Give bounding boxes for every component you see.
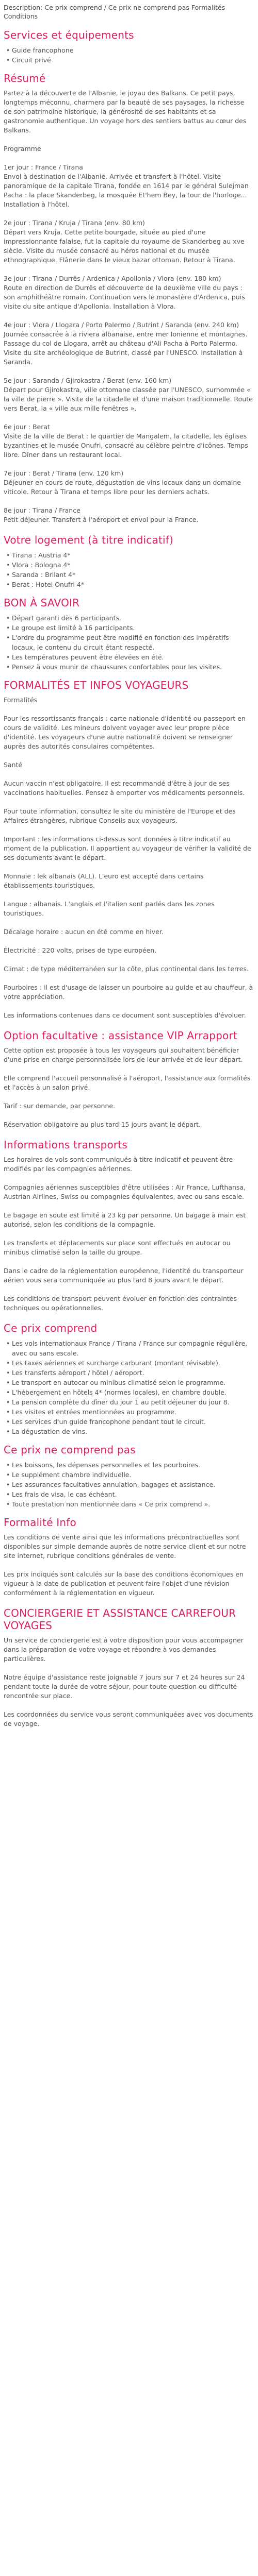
paragraph: Un service de conciergerie est à votre disposition pour vous accompagner dans la préparation de votre voyage et répondre à vos demandes particulières. [4, 1636, 244, 1663]
bullet-icon: • [6, 1428, 10, 1435]
paragraph: Santé [4, 761, 23, 769]
list-item [4, 1407, 254, 1417]
paragraph: Les informations contenues dans ce document sont susceptibles d'évoluer. [4, 1011, 246, 1019]
list-item [4, 613, 254, 623]
list-item-text: Les boissons, les dépenses personnelles et les pourboires. [12, 1461, 201, 1469]
list-item-text: Les transferts aéroport / hôtel / aéroport. [12, 1369, 144, 1377]
program-day: 1er jour : France / Tirana Envol à destination de l'Albanie. Arrivée et transfert à l'hôtel. Visite panoramique de la capitale Tirana, fondée en 1614 par le général Sulejman Pacha : la place Skanderbeg, la mosquée Et'hem Bey, la tour de l'horloge... Installation à l'hôtel. [4, 163, 249, 208]
bullet-icon: • [6, 1398, 10, 1406]
list-item-text: Les vols internationaux France / Tirana / France sur compagnie régulière, avec ou sans escale. [12, 1340, 248, 1357]
paragraph: Pour toute information, consultez le site du ministère de l'Europe et des Affaires étrangères, rubrique Conseils aux voyageurs. [4, 807, 236, 824]
list-item-text: Vlora : Bologna 4* [12, 561, 71, 569]
list-item-text: Les visites et entrées mentionnées au programme. [12, 1408, 176, 1416]
included-list [4, 1338, 254, 1436]
bullet-icon: • [6, 614, 10, 622]
list-item-text: Les températures peuvent être élevées en été. [12, 653, 164, 661]
bon-a-savoir-list [4, 613, 254, 672]
list-item-text: Le supplément chambre individuelle. [12, 1471, 132, 1479]
list-item-text: La pension complète du dîner du jour 1 au petit déjeuner du jour 8. [12, 1398, 230, 1406]
paragraph: Important : les informations ci-dessus sont données à titre indicatif au moment de la publication. Il appartient au voyageur de vérifier la validité de ses documents avant le départ. [4, 835, 251, 861]
list-item [4, 623, 254, 633]
list-item-text: Le transport en autocar ou minibus climatisé selon le programme. [12, 1379, 226, 1386]
list-item [4, 1489, 254, 1499]
bullet-icon: • [6, 1408, 10, 1416]
list-item [4, 1338, 254, 1358]
list-item-text: Les services d'un guide francophone pendant tout le circuit. [12, 1418, 206, 1426]
program-day: 2e jour : Tirana / Kruja / Tirana (env. 80 km) Départ vers Kruja. Cette petite bourgade, située au pied d'une impressionnante falaise, fut la capitale du royaume de Skanderbeg au xve siècle. Visite du musée consacré au héros national et du musée ethnographique. Flânerie dans le vieux bazar ottoman. Retour à Tirana. [4, 219, 245, 264]
list-item [4, 560, 254, 570]
program-day: 6e jour : Berat Visite de la ville de Berat : le quartier de Mangalem, la citadelle, les églises byzantines et le musée Onufri, consacré au célèbre peintre d'icônes. Temps libre. Dîner dans un restaurant local. [4, 423, 248, 459]
list-item [4, 652, 254, 662]
services-title: Services et équipements [4, 29, 134, 41]
lodging-list [4, 550, 254, 589]
paragraph: Monnaie : lek albanais (ALL). L'euro est accepté dans certains établissements touristiques. [4, 872, 204, 889]
excluded-list [4, 1460, 254, 1509]
bullet-icon: • [6, 1418, 10, 1426]
bullet-icon: • [6, 56, 10, 64]
list-item [4, 45, 254, 55]
paragraph: Notre équipe d'assistance reste joignable 7 jours sur 7 et 24 heures sur 24 pendant toute la durée de votre séjour, pour toute question ou difficulté rencontrée sur place. [4, 1673, 245, 1700]
bon-a-savoir-title: BON À SAVOIR [4, 597, 80, 609]
list-item [4, 55, 254, 65]
list-item [4, 1470, 254, 1480]
list-item-text: Toute prestation non mentionnée dans « Ce prix comprend ». [12, 1500, 211, 1508]
list-item [4, 550, 254, 560]
modalites-title: Formalité Info [4, 1516, 76, 1529]
paragraph: Les conditions de vente ainsi que les informations précontractuelles sont disponibles sur simple demande auprès de notre service client et sur notre site internet, rubrique conditions générales de vente. [4, 1533, 246, 1560]
paragraph: Le bagage en soute est limité à 23 kg par personne. Un bagage à main est autorisé, selon les conditions de la compagnie. [4, 1211, 246, 1228]
bullet-icon: • [6, 46, 10, 54]
list-item [4, 1427, 254, 1436]
paragraph: Compagnies aériennes susceptibles d'être utilisées : Air France, Lufthansa, Austrian Airlines, Swiss ou compagnies équivalentes, avec ou sans escale. [4, 1183, 246, 1200]
list-item-text: Tirana : Austria 4* [12, 551, 71, 559]
bullet-icon: • [6, 581, 10, 588]
paragraph: Les conditions de transport peuvent évoluer en fonction des contraintes techniques ou opérationnelles. [4, 1295, 237, 1312]
list-item-text: Circuit privé [12, 56, 51, 64]
bullet-icon: • [6, 624, 10, 632]
program-day: 7e jour : Berat / Tirana (env. 120 km) Déjeuner en cours de route, dégustation de vins locaux dans un domaine viticole. Retour à Tirana et temps libre pour les derniers achats. [4, 469, 241, 496]
paragraph: Réservation obligatoire au plus tard 15 jours avant le départ. [4, 1121, 201, 1128]
transports-title: Informations transports [4, 1139, 127, 1151]
program-day: 8e jour : Tirana / France Petit déjeuner. Transfert à l'aéroport et envol pour la France. [4, 506, 199, 523]
list-item [4, 1499, 254, 1509]
list-item-text: L'ordre du programme peut être modifié en fonction des impératifs locaux, le contenu du circuit étant respecté. [12, 634, 229, 651]
list-item [4, 580, 254, 589]
list-item [4, 1368, 254, 1378]
paragraph: Partez à la découverte de l'Albanie, le joyau des Balkans. Ce petit pays, longtemps méconnu, charmera par la beauté de ses paysages, la richesse de son patrimoine historique, la générosité de ses habitants et sa gastronomie authentique. Un voyage hors des sentiers battus au cœur des Balkans. [4, 89, 247, 134]
paragraph: Cette option est proposée à tous les voyageurs qui souhaitent bénéficier d'une prise en charge personnalisée lors de leur arrivée et de leur départ. [4, 1046, 243, 1063]
paragraph: Les transferts et déplacements sur place sont effectués en autocar ou minibus climatisé selon la taille du groupe. [4, 1239, 231, 1256]
bullet-icon: • [6, 1388, 10, 1396]
list-item [4, 662, 254, 672]
list-item-text: Saranda : Brilant 4* [12, 571, 76, 579]
bullet-icon: • [6, 551, 10, 559]
bullet-icon: • [6, 1471, 10, 1479]
list-item [4, 1417, 254, 1427]
list-item-text: Les taxes aériennes et surcharge carburant (montant révisable). [12, 1359, 220, 1367]
paragraph: Elle comprend l'accueil personnalisé à l'aéroport, l'assistance aux formalités et l'accès à un salon privé. [4, 1074, 251, 1091]
bullet-icon: • [6, 1461, 10, 1469]
paragraph: Formalités [4, 696, 38, 704]
bullet-icon: • [6, 561, 10, 569]
list-item [4, 1387, 254, 1397]
list-item [4, 1460, 254, 1470]
bullet-icon: • [6, 1481, 10, 1488]
excluded-title: Ce prix ne comprend pas [4, 1444, 136, 1456]
list-item-text: Départ garanti dès 6 participants. [12, 614, 121, 622]
paragraph: Climat : de type méditerranéen sur la côte, plus continental dans les terres. [4, 965, 249, 973]
bullet-icon: • [6, 1490, 10, 1498]
paragraph: Les coordonnées du service vous seront communiquées avec vos documents de voyage. [4, 1710, 253, 1727]
program-days [4, 163, 254, 524]
program-day: 4e jour : Vlora / Llogara / Porto Palermo / Butrint / Saranda (env. 240 km) Journée consacrée à la riviera albanaise, entre mer Ionienne et montagnes. Passage du col de Llogara, arrêt au château d'Ali Pacha à Porto Palermo. Visite du site archéologique de Butrint, classé par l'UNESCO. Installation à Saranda. [4, 321, 248, 366]
list-item-text: Le groupe est limité à 16 participants. [12, 624, 135, 632]
bullet-icon: • [6, 1340, 10, 1347]
services-list [4, 45, 254, 65]
bullet-icon: • [6, 663, 10, 671]
list-item [4, 1480, 254, 1489]
list-item-text: Berat : Hotel Onufri 4* [12, 581, 85, 588]
formalites-title: FORMALITÉS ET INFOS VOYAGEURS [4, 679, 189, 691]
paragraph: Pour les ressortissants français : carte nationale d'identité ou passeport en cours de validité. Les mineurs doivent voyager avec leur propre pièce d'identité. Les voyageurs d'une autre nationalité doivent se renseigner auprès des autorités consulaires compétentes. [4, 715, 246, 750]
list-item-text: Les frais de visa, le cas échéant. [12, 1490, 117, 1498]
program-day: 3e jour : Tirana / Durrës / Ardenica / Apollonia / Vlora (env. 180 km) Route en direction de Durrës et découverte de la deuxième ville du pays : son amphithéâtre romain. Continuation vers le monastère d'Ardenica, puis visite du site antique d'Apollonia. Installation à Vlora. [4, 275, 245, 310]
list-item [4, 570, 254, 580]
paragraph: Pourboires : il est d'usage de laisser un pourboire au guide et au chauffeur, à votre appréciation. [4, 984, 253, 1001]
bullet-icon: • [6, 1500, 10, 1508]
list-item-text: La dégustation de vins. [12, 1428, 87, 1435]
paragraph: Dans le cadre de la réglementation européenne, l'identité du transporteur aérien vous sera communiquée au plus tard 8 jours avant le départ. [4, 1267, 244, 1284]
paragraph: Aucun vaccin n'est obligatoire. Il est recommandé d'être à jour de ses vaccinations habituelles. Pensez à emporter vos médicaments personnels. [4, 779, 245, 796]
paragraph: Électricité : 220 volts, prises de type européen. [4, 946, 157, 954]
bullet-icon: • [6, 1359, 10, 1367]
paragraph: Langue : albanais. L'anglais et l'italien sont parlés dans les zones touristiques. [4, 900, 215, 917]
list-item-text: Les assurances facultatives annulation, bagages et assistance. [12, 1481, 216, 1488]
bullet-icon: • [6, 653, 10, 661]
bullet-icon: • [6, 1369, 10, 1377]
list-item [4, 1397, 254, 1407]
program-day: 5e jour : Saranda / Gjirokastra / Berat (env. 160 km) Départ pour Gjirokastra, ville ottomane classée par l'UNESCO, surnommée « la ville de pierre ». Visite de la citadelle et d'une maison traditionnelle. Route vers Berat, la « ville aux mille fenêtres ». [4, 377, 253, 412]
included-title: Ce prix comprend [4, 1322, 98, 1334]
list-item-text: Pensez à vous munir de chaussures confortables pour les visites. [12, 663, 222, 671]
bullet-icon: • [6, 571, 10, 579]
bullet-icon: • [6, 634, 10, 641]
list-item [4, 1378, 254, 1387]
paragraph: Tarif : sur demande, par personne. [4, 1102, 116, 1110]
list-item [4, 633, 254, 652]
list-item [4, 1358, 254, 1368]
paragraph: Les horaires de vols sont communiqués à titre indicatif et peuvent être modifiés par les compagnies aériennes. [4, 1156, 233, 1173]
resume-title: Résumé [4, 72, 46, 84]
paragraph: Programme [4, 145, 41, 152]
bullet-icon: • [6, 1379, 10, 1386]
lodging-title: Votre logement (à titre indicatif) [4, 534, 173, 546]
paragraph: Les prix indiqués sont calculés sur la base des conditions économiques en vigueur à la date de publication et peuvent faire l'objet d'une révision conformément à la réglementation en vigueur. [4, 1570, 244, 1597]
assistance-title: Option facultative : assistance VIP Arrapport [4, 1029, 237, 1042]
conciergerie-title: CONCIERGERIE ET ASSISTANCE CARREFOUR VOYAGES [4, 1607, 236, 1632]
intro-text: Description: Ce prix comprend / Ce prix ne comprend pas Formalités Conditions [4, 4, 225, 20]
list-item-text: L'hébergement en hôtels 4* (normes locales), en chambre double. [12, 1388, 227, 1396]
paragraph: Décalage horaire : aucun en été comme en hiver. [4, 928, 164, 936]
list-item-text: Guide francophone [12, 46, 74, 54]
